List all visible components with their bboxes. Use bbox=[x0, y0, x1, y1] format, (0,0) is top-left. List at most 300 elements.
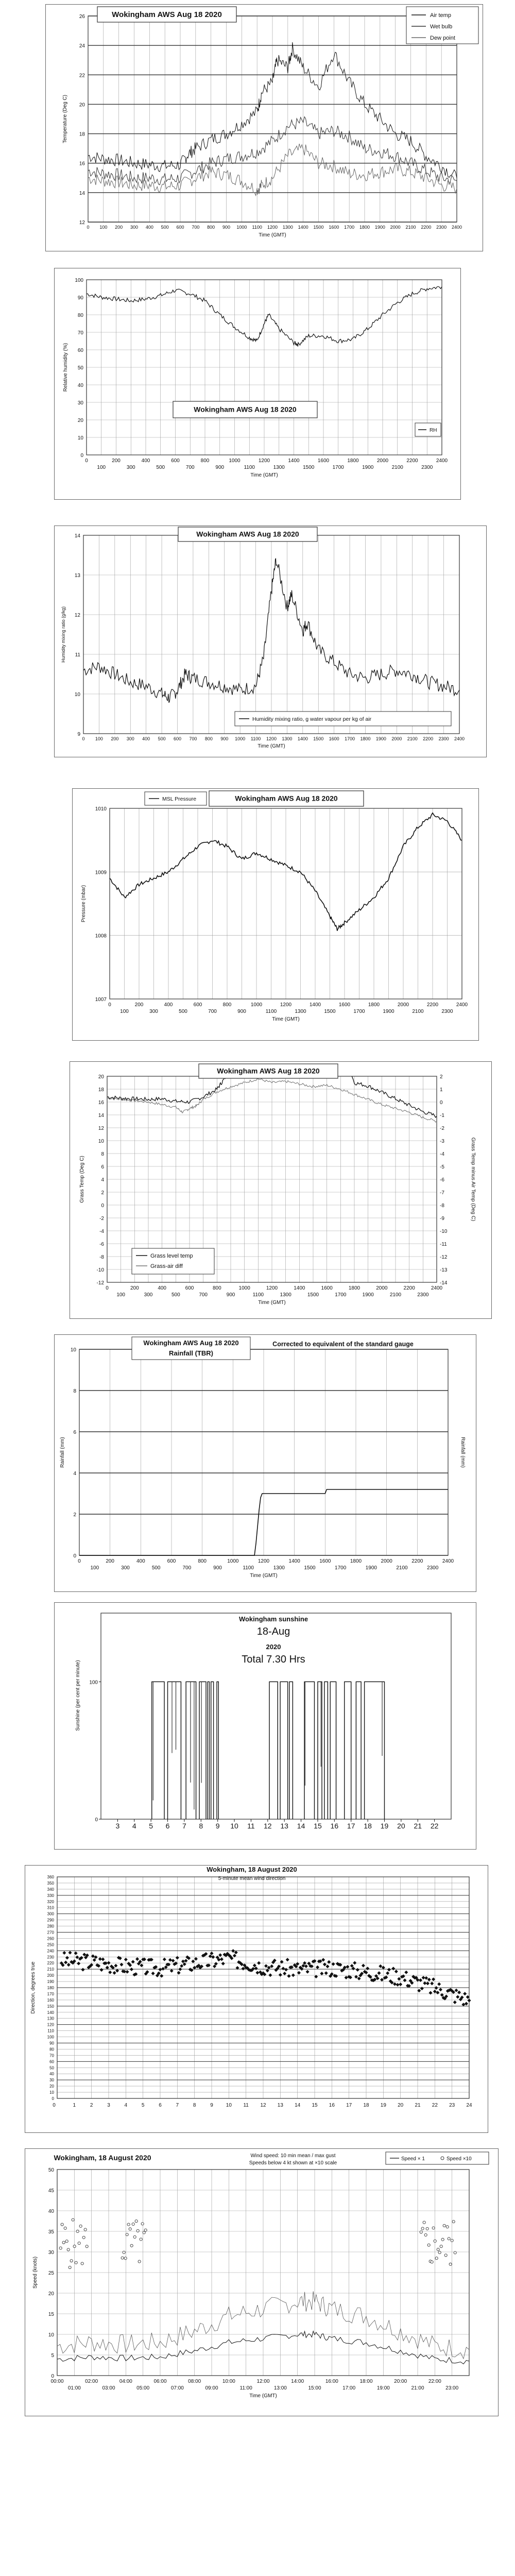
y2-tick-label: -9 bbox=[440, 1216, 444, 1222]
y-tick-label: 0 bbox=[51, 2374, 54, 2379]
speed-x10-point bbox=[135, 2220, 138, 2223]
wind-direction-point bbox=[107, 1961, 110, 1964]
x-tick-label: 100 bbox=[90, 1565, 99, 1571]
speed-x10-point bbox=[129, 2228, 131, 2230]
y-tick-label: 80 bbox=[77, 313, 83, 318]
wind-direction-point bbox=[346, 1965, 349, 1969]
speed-x10-point bbox=[65, 2240, 68, 2243]
y-tick-label: -10 bbox=[96, 1267, 104, 1273]
y-tick-label: 4 bbox=[101, 1177, 104, 1183]
sunshine-interval bbox=[168, 1682, 181, 1819]
wind-direction-point bbox=[220, 1957, 224, 1961]
x-tick-label: 1700 bbox=[353, 1009, 365, 1014]
wind-direction-point bbox=[332, 1962, 335, 1966]
x-tick-label: 21 bbox=[414, 1822, 422, 1830]
y-tick-label: 15 bbox=[48, 2312, 54, 2317]
x-tick-label: 1500 bbox=[307, 1292, 319, 1298]
wind-direction-point bbox=[268, 1973, 272, 1977]
y-tick-label: 300 bbox=[47, 1911, 54, 1917]
sunshine-interval bbox=[211, 1682, 214, 1819]
wind-direction-point bbox=[100, 1968, 104, 1972]
chart-title: Wokingham, 18 August 2020 bbox=[207, 1866, 297, 1873]
wind-direction-point bbox=[324, 1971, 328, 1975]
x-tick-label: 2200 bbox=[421, 225, 432, 230]
x-tick-label: 900 bbox=[220, 736, 229, 741]
y-tick-label: 20 bbox=[77, 418, 83, 423]
y-tick-label: 80 bbox=[49, 2047, 54, 2052]
chart-total: Total 7.30 Hrs bbox=[242, 1654, 305, 1665]
humidity-chart bbox=[55, 268, 459, 498]
mixing-ratio-chart-panel bbox=[54, 526, 487, 757]
wind-direction-point bbox=[257, 1961, 261, 1965]
wind-direction-point bbox=[191, 1959, 195, 1963]
wind-direction-point bbox=[140, 1963, 143, 1967]
wind-direction-point bbox=[279, 1973, 282, 1977]
x-tick-label: 1000 bbox=[250, 1002, 263, 1008]
y-tick-label: 16 bbox=[79, 161, 85, 167]
x-tick-label: 4 bbox=[124, 2103, 128, 2108]
x-tick-label: 10:00 bbox=[222, 2379, 235, 2384]
y-axis-label: Grass Temp (Deg C) bbox=[79, 1156, 85, 1203]
x-tick-label: 200 bbox=[134, 1002, 144, 1008]
wind-direction-point bbox=[461, 2003, 465, 2006]
x-tick-label: 1800 bbox=[360, 736, 371, 741]
wind-direction-point bbox=[283, 1972, 286, 1975]
y-tick-label: 20 bbox=[79, 102, 85, 108]
speed-x10-point bbox=[124, 2257, 127, 2260]
y-tick-label: 0 bbox=[52, 2096, 54, 2101]
x-tick-label: 100 bbox=[120, 1009, 129, 1014]
wind-direction-point bbox=[77, 1962, 80, 1965]
x-tick-label: 1900 bbox=[362, 1292, 374, 1298]
legend-label: MSL Pressure bbox=[162, 796, 197, 802]
x-tick-label: 300 bbox=[144, 1292, 153, 1298]
x-tick-label: 1100 bbox=[252, 1292, 264, 1298]
wind-direction-point bbox=[437, 1982, 441, 1986]
sunshine-interval bbox=[324, 1682, 328, 1819]
y2-tick-label: -6 bbox=[440, 1177, 444, 1183]
x-tick-label: 2300 bbox=[438, 736, 449, 741]
wind-direction-point bbox=[417, 1989, 421, 1992]
speed-x10-point bbox=[449, 2263, 452, 2265]
x-tick-label: 1100 bbox=[252, 225, 262, 230]
y-tick-label: 22 bbox=[79, 73, 85, 79]
x-tick-label: 2 bbox=[90, 2103, 93, 2108]
y-tick-label: 100 bbox=[75, 278, 83, 283]
y-tick-label: 0 bbox=[80, 453, 83, 459]
wind-direction-point bbox=[424, 1976, 428, 1980]
y-tick-label: 10 bbox=[49, 2090, 54, 2095]
x-tick-label: 700 bbox=[185, 465, 195, 470]
wind-direction-point bbox=[194, 1957, 198, 1961]
x-tick-label: 100 bbox=[97, 465, 106, 470]
x-tick-label: 11 bbox=[247, 1822, 255, 1830]
x-tick-label: 1700 bbox=[344, 225, 355, 230]
y-tick-label: 5 bbox=[51, 2353, 54, 2359]
wind-direction-point bbox=[439, 1988, 442, 1991]
speed-x10-point bbox=[72, 2218, 74, 2221]
speed-x10-point bbox=[421, 2227, 424, 2230]
x-tick-label: 1200 bbox=[267, 225, 278, 230]
wind-direction-point bbox=[432, 1977, 435, 1981]
x-tick-label: 1600 bbox=[319, 1558, 331, 1564]
x-tick-label: 2000 bbox=[390, 225, 401, 230]
x-tick-label: 2100 bbox=[389, 1292, 402, 1298]
wind-direction-point bbox=[108, 1971, 112, 1974]
x-tick-label: 1600 bbox=[329, 225, 339, 230]
speed-x10-point bbox=[144, 2229, 147, 2231]
y-tick-label: 190 bbox=[47, 1979, 54, 1985]
wind-direction-point bbox=[399, 1982, 402, 1986]
x-tick-label: 17 bbox=[346, 2103, 352, 2108]
wind-direction-point bbox=[463, 1992, 467, 1995]
wind-direction-point bbox=[422, 1976, 425, 1979]
x-tick-label: 1400 bbox=[309, 1002, 321, 1008]
speed-x10-point bbox=[73, 2245, 76, 2248]
speed-x10-point bbox=[448, 2238, 450, 2240]
rainfall-chart bbox=[55, 1335, 475, 1590]
y-tick-label: 90 bbox=[77, 295, 83, 301]
x-tick-label: 1800 bbox=[359, 225, 370, 230]
wind-direction-point bbox=[81, 1968, 84, 1972]
x-tick-label: 2400 bbox=[436, 458, 448, 464]
x-tick-label: 200 bbox=[106, 1558, 115, 1564]
x-tick-label: 1300 bbox=[282, 225, 293, 230]
wind-direction-point bbox=[161, 1967, 165, 1971]
wind-direction-point bbox=[456, 1995, 459, 1998]
x-axis-label: Time (GMT) bbox=[258, 743, 285, 749]
chart-note: Wind speed: 10 min mean / max gust bbox=[250, 2153, 336, 2159]
y-tick-label: 10 bbox=[48, 2332, 54, 2338]
mixing-ratio-chart bbox=[55, 526, 485, 756]
chart-note: Corrected to equivalent of the standard gauge bbox=[272, 1341, 414, 1348]
x-tick-label: 2200 bbox=[406, 458, 418, 464]
x-tick-label: 1300 bbox=[282, 736, 293, 741]
x-tick-label: 200 bbox=[115, 225, 123, 230]
wind-direction-point bbox=[113, 1971, 116, 1975]
legend-label: Wet bulb bbox=[430, 24, 453, 30]
x-axis-label: Time (GMT) bbox=[259, 232, 286, 238]
wind-direction-point bbox=[114, 1964, 117, 1968]
x-tick-label: 14 bbox=[295, 2103, 301, 2108]
x-tick-label: 2300 bbox=[436, 225, 447, 230]
x-tick-label: 800 bbox=[222, 1002, 232, 1008]
x-tick-label: 500 bbox=[171, 1292, 180, 1298]
x-tick-label: 700 bbox=[208, 1009, 217, 1014]
x-tick-label: 2400 bbox=[456, 1002, 468, 1008]
y-tick-label: 40 bbox=[77, 383, 83, 388]
y-tick-label: 320 bbox=[47, 1899, 54, 1904]
wind-speed-chart bbox=[25, 2149, 497, 2415]
humidity-chart-panel bbox=[54, 268, 461, 500]
x-tick-label: 15 bbox=[312, 2103, 318, 2108]
y-tick-label: 9 bbox=[77, 732, 80, 737]
x-tick-label: 600 bbox=[173, 736, 182, 741]
legend-swatch bbox=[441, 2157, 444, 2160]
x-tick-label: 7 bbox=[182, 1822, 186, 1830]
y-tick-label: 230 bbox=[47, 1955, 54, 1960]
y-tick-label: 270 bbox=[47, 1930, 54, 1935]
x-tick-label: 17:00 bbox=[342, 2385, 356, 2391]
x-tick-label: 18 bbox=[364, 1822, 372, 1830]
wind-direction-point bbox=[180, 1964, 183, 1968]
speed-x10-point bbox=[136, 2229, 139, 2232]
x-tick-label: 2000 bbox=[376, 1285, 388, 1291]
y-tick-label: 160 bbox=[47, 1997, 54, 2003]
wind-direction-point bbox=[353, 1961, 356, 1964]
x-tick-label: 1100 bbox=[243, 1565, 254, 1571]
speed-x10-point bbox=[85, 2245, 88, 2248]
x-tick-label: 14:00 bbox=[291, 2379, 304, 2384]
x-tick-label: 0 bbox=[82, 736, 85, 741]
y-tick-label: 260 bbox=[47, 1936, 54, 1941]
y-tick-label: 0 bbox=[73, 1553, 76, 1559]
speed-x10-point bbox=[70, 2260, 73, 2262]
x-tick-label: 300 bbox=[126, 736, 134, 741]
x-tick-label: 0 bbox=[106, 1285, 109, 1291]
wind-direction-point bbox=[423, 1981, 426, 1985]
x-axis-label: Time (GMT) bbox=[272, 1016, 300, 1022]
y-tick-label: 10 bbox=[98, 1139, 104, 1144]
x-tick-label: 1200 bbox=[258, 1558, 270, 1564]
x-tick-label: 800 bbox=[204, 736, 213, 741]
y-tick-label: 4 bbox=[73, 1471, 76, 1477]
speed-x10-point bbox=[432, 2227, 435, 2229]
wind-direction-point bbox=[151, 1972, 155, 1975]
x-tick-label: 0 bbox=[78, 1558, 81, 1564]
y-tick-label: 0 bbox=[101, 1203, 104, 1209]
wind-direction-point bbox=[106, 1966, 109, 1970]
sunshine-chart-panel bbox=[54, 1602, 476, 1850]
x-tick-label: 1400 bbox=[288, 1558, 300, 1564]
wind-direction-point bbox=[64, 1960, 67, 1964]
y-tick-label: 14 bbox=[98, 1113, 104, 1118]
wind-direction-point bbox=[234, 1951, 238, 1954]
wind-direction-point bbox=[291, 1973, 295, 1977]
x-tick-label: 700 bbox=[199, 1292, 208, 1298]
grass-temp-chart-panel bbox=[70, 1061, 492, 1319]
wind-direction-point bbox=[394, 1970, 398, 1973]
wind-direction-point bbox=[119, 1963, 123, 1967]
x-tick-label: 1200 bbox=[258, 458, 270, 464]
x-tick-label: 2000 bbox=[391, 736, 402, 741]
wind-direction-point bbox=[160, 1974, 163, 1978]
x-tick-label: 17 bbox=[347, 1822, 355, 1830]
x-tick-label: 18 bbox=[363, 2103, 369, 2108]
speed-x10-point bbox=[133, 2235, 136, 2238]
x-tick-label: 19 bbox=[380, 1822, 389, 1830]
y2-tick-label: 0 bbox=[440, 1100, 443, 1106]
wind-direction-point bbox=[465, 2002, 468, 2006]
x-tick-label: 300 bbox=[149, 1009, 158, 1014]
y-tick-label: 26 bbox=[79, 14, 85, 20]
speed-x10-point bbox=[454, 2251, 456, 2254]
x-tick-label: 2400 bbox=[442, 1558, 454, 1564]
y-tick-label: 50 bbox=[48, 2167, 54, 2173]
y-tick-label: 350 bbox=[47, 1880, 54, 1886]
x-tick-label: 06:00 bbox=[153, 2379, 167, 2384]
x-tick-label: 20 bbox=[398, 2103, 404, 2108]
x-tick-label: 1800 bbox=[368, 1002, 380, 1008]
y-tick-label: 2 bbox=[101, 1190, 104, 1196]
y-tick-label: 6 bbox=[73, 1430, 76, 1435]
x-tick-label: 0 bbox=[108, 1002, 111, 1008]
wind-direction-point bbox=[345, 1976, 348, 1979]
speed-x10-point bbox=[138, 2260, 141, 2263]
wind-direction-point bbox=[177, 1971, 181, 1975]
y-tick-label: 35 bbox=[48, 2229, 54, 2235]
wind-direction-point bbox=[135, 1957, 139, 1961]
y-tick-label: 100 bbox=[89, 1680, 98, 1686]
x-tick-label: 700 bbox=[192, 225, 200, 230]
y-tick-label: -12 bbox=[96, 1280, 104, 1286]
x-tick-label: 300 bbox=[130, 225, 139, 230]
sunshine-interval bbox=[269, 1682, 278, 1819]
x-tick-label: 03:00 bbox=[102, 2385, 115, 2391]
x-tick-label: 14 bbox=[297, 1822, 305, 1830]
y2-tick-label: -4 bbox=[440, 1151, 444, 1157]
legend-label: Humidity mixing ratio, g water vapour per kg of air bbox=[252, 716, 372, 722]
x-tick-label: 100 bbox=[95, 736, 103, 741]
y-tick-label: 18 bbox=[79, 131, 85, 138]
x-tick-label: 200 bbox=[111, 736, 119, 741]
x-tick-label: 21 bbox=[415, 2103, 421, 2108]
wind-direction-chart-panel bbox=[25, 1865, 488, 2133]
chart-year: 2020 bbox=[266, 1643, 281, 1651]
wind-direction-point bbox=[170, 1969, 174, 1973]
speed-x10-point bbox=[143, 2231, 145, 2234]
chart-date: 18-Aug bbox=[256, 1626, 290, 1637]
x-tick-label: 0 bbox=[85, 458, 88, 464]
y-tick-label: 18 bbox=[98, 1087, 104, 1093]
sunshine-interval bbox=[356, 1682, 361, 1819]
y-tick-label: 70 bbox=[77, 330, 83, 336]
y-tick-label: 180 bbox=[47, 1986, 54, 1990]
y2-axis-label: Grass Temp minus Air Temp (Deg C) bbox=[470, 1137, 476, 1222]
sunshine-interval bbox=[304, 1682, 314, 1819]
y-tick-label: 100 bbox=[47, 2035, 54, 2040]
x-tick-label: 1100 bbox=[250, 736, 261, 741]
wind-direction-point bbox=[435, 1986, 438, 1990]
chart-note: Speeds below 4 kt shown at ×10 scale bbox=[249, 2160, 337, 2166]
x-tick-label: 2300 bbox=[421, 465, 433, 470]
wind-direction-point bbox=[286, 1958, 289, 1961]
x-tick-label: 900 bbox=[213, 1565, 222, 1571]
wind-direction-point bbox=[297, 1971, 301, 1975]
x-tick-label: 3 bbox=[115, 1822, 120, 1830]
x-tick-label: 07:00 bbox=[170, 2385, 184, 2391]
x-tick-label: 1000 bbox=[238, 1285, 250, 1291]
wind-direction-point bbox=[158, 1968, 162, 1971]
speed-x10-point bbox=[84, 2228, 87, 2231]
speed-x10-point bbox=[64, 2227, 66, 2229]
x-tick-label: 2200 bbox=[411, 1558, 423, 1564]
x-tick-label: 16 bbox=[330, 1822, 339, 1830]
x-tick-label: 1400 bbox=[288, 458, 300, 464]
y2-tick-label: -14 bbox=[440, 1280, 448, 1286]
y-tick-label: 1010 bbox=[95, 806, 107, 812]
x-tick-label: 1900 bbox=[383, 1009, 394, 1014]
x-tick-label: 22:00 bbox=[428, 2379, 441, 2384]
wind-direction-point bbox=[171, 1959, 175, 1962]
y2-tick-label: -2 bbox=[440, 1126, 444, 1131]
wind-direction-point bbox=[98, 1957, 102, 1961]
x-tick-label: 400 bbox=[141, 458, 150, 464]
wind-direction-point bbox=[211, 1955, 215, 1959]
sunshine-interval bbox=[199, 1682, 206, 1819]
x-tick-label: 00:00 bbox=[50, 2379, 64, 2384]
wind-direction-point bbox=[218, 1953, 222, 1957]
y2-axis-label: Rainfall (mm) bbox=[460, 1437, 466, 1468]
x-tick-label: 1700 bbox=[345, 736, 355, 741]
x-tick-label: 13 bbox=[277, 2103, 283, 2108]
speed-x10-point bbox=[446, 2226, 449, 2228]
wind-direction-point bbox=[62, 1951, 66, 1955]
x-tick-label: 1700 bbox=[335, 1292, 347, 1298]
x-tick-label: 1000 bbox=[235, 736, 246, 741]
x-tick-label: 4 bbox=[132, 1822, 136, 1830]
y-tick-label: 12 bbox=[98, 1126, 104, 1131]
x-tick-label: 1400 bbox=[297, 736, 308, 741]
x-tick-label: 24 bbox=[466, 2103, 472, 2108]
x-tick-label: 1600 bbox=[317, 458, 330, 464]
y-axis-label: Direction, degrees true bbox=[30, 1961, 36, 2014]
wind-direction-point bbox=[163, 1958, 166, 1961]
wind-direction-point bbox=[304, 1964, 308, 1968]
wind-direction-point bbox=[130, 1968, 133, 1971]
x-tick-label: 5 bbox=[141, 2103, 145, 2108]
x-tick-label: 6 bbox=[159, 2103, 162, 2108]
wind-direction-point bbox=[387, 1968, 391, 1972]
x-tick-label: 2200 bbox=[426, 1002, 439, 1008]
x-tick-label: 2200 bbox=[403, 1285, 415, 1291]
y-tick-label: 10 bbox=[77, 435, 83, 441]
wind-direction-point bbox=[380, 1978, 384, 1981]
x-tick-label: 1900 bbox=[375, 736, 386, 741]
legend-label: Air temp bbox=[430, 12, 451, 19]
speed-x10-point bbox=[424, 2233, 427, 2236]
wind-direction-point bbox=[124, 1958, 128, 1961]
legend-box bbox=[132, 1248, 214, 1274]
y2-tick-label: -3 bbox=[440, 1139, 444, 1144]
y-tick-label: 40 bbox=[49, 2072, 54, 2077]
y2-tick-label: -5 bbox=[440, 1164, 444, 1170]
y-tick-label: 10 bbox=[74, 692, 80, 698]
temperature-chart-panel bbox=[45, 4, 483, 251]
wind-direction-point bbox=[82, 1953, 86, 1956]
x-tick-label: 23 bbox=[449, 2103, 455, 2108]
speed-x10-point bbox=[130, 2244, 133, 2247]
y-tick-label: 0 bbox=[95, 1817, 98, 1823]
y-tick-label: 310 bbox=[47, 1905, 54, 1910]
wind-direction-point bbox=[168, 1958, 172, 1962]
chart-title: Wokingham, 18 August 2020 bbox=[54, 2154, 151, 2162]
wind-direction-point bbox=[377, 1971, 381, 1975]
legend-label: Speed × 1 bbox=[401, 2156, 425, 2162]
x-tick-label: 1300 bbox=[295, 1009, 306, 1014]
sunshine-interval bbox=[345, 1682, 351, 1819]
y-tick-label: 2 bbox=[73, 1512, 76, 1518]
x-tick-label: 2000 bbox=[397, 1002, 409, 1008]
y-tick-label: 30 bbox=[77, 400, 83, 406]
x-tick-label: 8 bbox=[199, 1822, 203, 1830]
x-tick-label: 1900 bbox=[374, 225, 385, 230]
x-tick-label: 600 bbox=[185, 1285, 194, 1291]
y-tick-label: 60 bbox=[77, 348, 83, 353]
chart-title: Wokingham AWS Aug 18 2020 bbox=[112, 10, 222, 19]
x-tick-label: 800 bbox=[207, 225, 215, 230]
sunshine-interval bbox=[186, 1682, 196, 1819]
